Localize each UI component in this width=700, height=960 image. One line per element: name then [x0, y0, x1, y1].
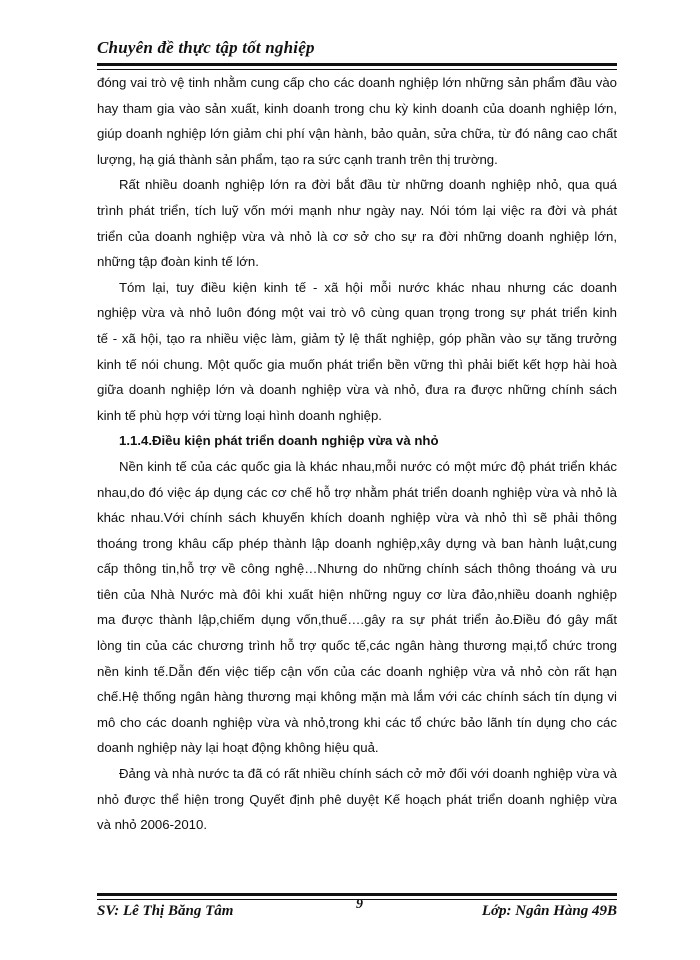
header-title: Chuyên đề thực tập tốt nghiệp	[97, 38, 315, 57]
paragraph-line: Rất nhiều doanh nghiệp lớn ra đời bắt đầu từ những doanh nghiệp nhỏ, qua quá	[119, 177, 617, 193]
paragraph-line: thoáng trong khâu cấp phép thành lập doanh nghiệp,xây dựng và ban hành luật,cung	[97, 535, 617, 551]
paragraph-line: những tập đoàn kinh tế lớn.	[97, 254, 259, 270]
paragraph-line: nhỏ được thể hiện trong Quyết định phê duyệt Kế hoạch phát triển doanh nghiệp vừa	[97, 791, 617, 807]
paragraph-line: Tóm lại, tuy điều kiện kinh tế - xã hội mỗi nước khác nhau nhưng các doanh	[119, 279, 617, 295]
paragraph-line: Đảng và nhà nước ta đã có rất nhiều chính sách cở mở đối với doanh nghiệp vừa và	[119, 766, 617, 782]
paragraph-line: ma được thành lập,chiếm dụng vốn,thuế….gây ra sự phát triển ảo.Điều đó gây mất	[97, 612, 617, 628]
paragraph-line: nền kinh tế.Dẫn đến việc tiếp cận vốn của các doanh nghiệp vừa vả nhỏ còn rất hạn	[97, 663, 617, 679]
paragraph-line: tế - xã hội, tạo ra nhiều việc làm, giảm tỷ lệ thất nghiệp, góp phần vào sự tăng trưởng	[97, 330, 617, 346]
paragraph-line: giữa doanh nghiệp lớn và doanh nghiệp vừa và nhỏ, đưa ra được những chính sách	[97, 382, 617, 398]
page-number: 9	[356, 897, 363, 912]
paragraph-line: hay tham gia vào sản xuất, kinh doanh trong chu kỳ kinh doanh của doanh nghiệp lớn,	[97, 100, 617, 116]
paragraph-line: và nhỏ 2006-2010.	[97, 817, 207, 833]
paragraph-line: chế.Hệ thống ngân hàng thương mại không mặn mà lắm với các chính sách tín dụng vi	[97, 689, 617, 705]
paragraph-line: mô cho các doanh nghiệp vừa và nhỏ,trong khi các tổ chức bảo lãnh tín dụng cho các	[97, 714, 617, 730]
footer-class-name: Lớp: Ngân Hàng 49B	[481, 903, 617, 919]
body-text	[97, 70, 617, 838]
paragraph-line: triển của doanh nghiệp vừa và nhỏ là cơ sở cho sự ra đời những doanh nghiệp lớn,	[97, 228, 617, 244]
paragraph-line: lượng, hạ giá thành sản phẩm, tạo ra sức cạnh tranh trên thị trường.	[97, 151, 498, 167]
paragraph-line: khác nhau.Với chính sách khuyến khích doanh nghiệp vừa và nhỏ thì sẽ phải thông	[97, 510, 617, 526]
paragraph-line: nhau,do đó việc áp dụng các cơ chế hỗ trợ nhằm phát triển doanh nghiệp vừa và nhỏ là	[97, 484, 617, 500]
paragraph-line: Nền kinh tế của các quốc gia là khác nhau,mỗi nước có một mức độ phát triển khác	[119, 458, 617, 474]
paragraph-line: kinh tế phù hợp với từng loại hình doanh nghiệp.	[97, 407, 382, 423]
paragraph-line: giúp doanh nghiệp lớn giảm chi phí vận hành, bảo quản, sửa chữa, từ đó nâng cao chất	[97, 126, 617, 142]
paragraph-line: cấp thông tin,hỗ trợ về công nghệ…Nhưng do những chính sách thông thoáng và ưu	[97, 561, 617, 577]
paragraph-line: lòng tin của các chương trình hỗ trợ quốc tế,các ngân hàng thương mại,tổ chức trong	[97, 638, 617, 654]
paragraph-line: đóng vai trò vệ tinh nhằm cung cấp cho các doanh nghiệp lớn những sản phẩm đầu vào	[97, 75, 617, 90]
paragraph-line: kinh tế nói chung. Một quốc gia muốn phát triển bền vững thì phải biết kết hợp hài hoà	[97, 356, 617, 372]
section-heading: 1.1.4.Điều kiện phát triển doanh nghiệp vừa và nhỏ	[119, 433, 439, 449]
paragraph-line: nghiệp vừa và nhỏ luôn đóng một vai trò vô cùng quan trọng trong sự phát triển kinh	[97, 305, 617, 321]
paragraph-line: doanh nghiệp này lại hoạt động không hiệu quả.	[97, 740, 379, 756]
paragraph-line: tiên của Nhà Nước mà đôi khi xuất hiện những nguy cơ lừa đảo,nhiều doanh nghiệp	[97, 586, 617, 602]
footer-student-name: SV: Lê Thị Băng Tâm	[97, 903, 234, 919]
header-rule	[97, 63, 617, 70]
paragraph-line: trình phát triển, tích luỹ vốn mới mạnh như ngày nay. Nói tóm lại việc ra đời và phát	[97, 202, 617, 218]
